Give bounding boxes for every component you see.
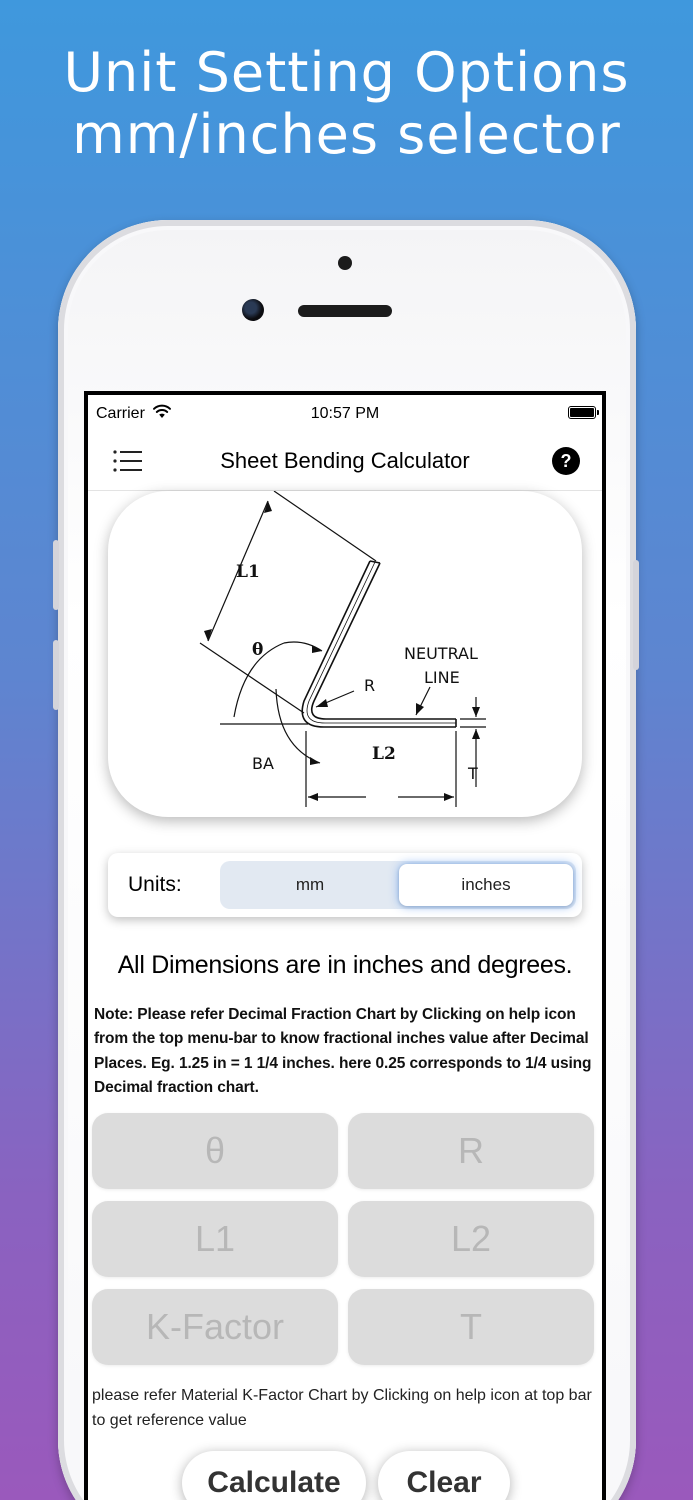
phone-side-button	[53, 640, 59, 710]
phone-screen	[84, 391, 606, 1500]
theta-input[interactable]	[92, 1113, 338, 1189]
status-bar	[88, 395, 602, 431]
units-option-inches[interactable]: inches	[399, 864, 573, 906]
status-time: 10:57 PM	[310, 405, 380, 422]
l1-input[interactable]	[92, 1201, 338, 1277]
dimensions-info-text: All Dimensions are in inches and degrees.	[117, 951, 573, 979]
promo-title	[0, 42, 693, 166]
nav-bar	[88, 431, 602, 491]
bend-diagram-card	[108, 491, 582, 817]
kfactor-hint-text: please refer Material K-Factor Chart by Clicking on help icon at top bar to get reference value	[92, 1387, 592, 1429]
page-title: Sheet Bending Calculator	[220, 448, 470, 473]
diagram-label-r: R	[364, 676, 376, 695]
help-icon[interactable]: ?	[552, 447, 580, 475]
diagram-label-t: T	[468, 764, 478, 783]
carrier-label: Carrier	[96, 405, 145, 422]
units-segmented-control[interactable]	[220, 861, 576, 909]
units-label: Units:	[128, 873, 182, 896]
phone-side-button	[633, 560, 639, 670]
diagram-label-l2: L2	[372, 744, 396, 764]
diagram-label-theta: θ	[252, 640, 264, 660]
proximity-sensor	[338, 256, 352, 270]
diagram-label-ba: BA	[252, 754, 274, 773]
diagram-label-l1: L1	[236, 562, 260, 582]
sheet-bend-diagram	[108, 491, 582, 817]
diagram-label-neutral: NEUTRAL	[404, 644, 478, 663]
units-option-mm[interactable]: mm	[295, 875, 325, 894]
earpiece-speaker	[298, 305, 392, 317]
units-selector-card	[108, 853, 582, 917]
kfactor-input[interactable]	[92, 1289, 338, 1365]
diagram-label-line: LINE	[424, 668, 460, 687]
promo-title-line2: mm/inches selector	[72, 103, 621, 166]
phone-side-button	[53, 540, 59, 610]
promo-title-line1: Unit Setting Options	[63, 41, 630, 104]
radius-input[interactable]	[348, 1113, 594, 1189]
list-icon[interactable]	[112, 448, 144, 474]
thickness-input[interactable]	[348, 1289, 594, 1365]
front-camera	[242, 299, 264, 321]
clear-button[interactable]: Clear	[378, 1451, 510, 1500]
decimal-fraction-note: Note: Please refer Decimal Fraction Chart by Clicking on help icon from the top menu-bar to know fractional inches value after Decimal Places. Eg. 1.25 in = 1 1/4 inches. here 0.25 corresponds to 1/4 using Decimal fraction chart.	[94, 1006, 592, 1097]
battery-icon	[568, 406, 596, 419]
calculate-button[interactable]: Calculate	[182, 1451, 366, 1500]
app-screen	[88, 395, 602, 1500]
l2-input[interactable]	[348, 1201, 594, 1277]
